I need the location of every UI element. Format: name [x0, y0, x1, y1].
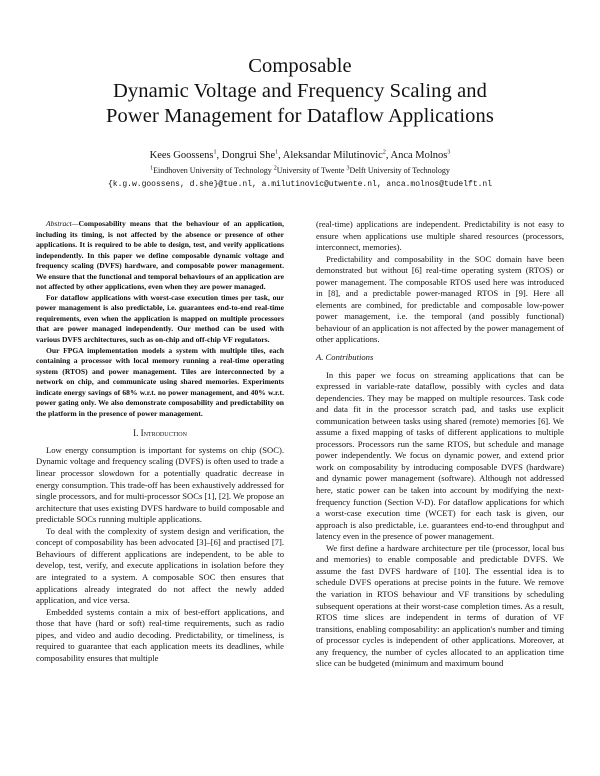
author-name: Kees Goossens [149, 150, 214, 161]
body-paragraph: In this paper we focus on streaming applications that can be expressed in variable-rate dataflow, possibly with cycles and data dependencies. They may be mapped on multiple resources. Task code and data fit in the processor scratch pad, and tasks use explicit communication between tasks using shared (remote) memories [6]. We assume a fixed mapping of tasks of different applications to multiple processors. Processors run the same RTOS, but schedule and manage power independently. We focus on dynamic power, and extend prior work on composability by introducing composable DVFS (hardware) and dynamic power management (software). Although not addressed here, static power can be taken into account by modifying the next-frequency function (Section V-D). For dataflow applications for which a worst-case execution time (WCET) for each task is given, our approach is also predictable, i.e. guarantees end-to-end throughput and latency even in the presence of power management. [316, 369, 564, 542]
author-affil-mark: 1 [213, 149, 217, 156]
right-column [316, 219, 564, 670]
abstract [36, 219, 284, 419]
author-list: Kees Goossens$^1$, Dongrui She$^1$, Aleksandar Milutinovic$^2$, Anca Molnos$^3$ [149, 149, 451, 161]
title-line-2: Dynamic Voltage and Frequency Scaling and [113, 80, 487, 102]
author-name: Dongrui She [221, 150, 276, 161]
author-emails: {k.g.w.goossens, d.she}@tue.nl, a.milutinovic@utwente.nl, anca.molnos@tudelft.nl [107, 180, 493, 189]
body-paragraph: Predictability and composability in the SOC domain have been demonstrated but without [6] real-time operating system (RTOS) or power management. The composable RTOS used here was introduced in [8], and a predictable power-managed RTOS in [9]. Here all elements are combined, for predictable and composable low-power power management, i.e. the temporal (and possibly functional) behaviour of an application is not affected by the power management of other applications. [316, 253, 564, 345]
affiliation: University of Twente [276, 166, 345, 175]
author-name: Anca Molnos [390, 150, 448, 161]
body-paragraph: (real-time) applications are independent. Predictability is not easy to ensure when applications use multiple shared resources (processors, interconnect, memories). [316, 219, 564, 253]
author-affil-mark: 1 [275, 149, 279, 156]
title-line-1: Composable [248, 55, 352, 77]
paper-title [40, 54, 560, 129]
abstract-paragraph: Our FPGA implementation models a system with multiple tiles, each containing a processor with local memory running a real-time operating system (RTOS) and power management. Tiles are interconnected by a network on chip, and communicate using shared memories. Experiments indicate energy savings of 68% w.r.t. no power management, and 40% w.r.t. power gating only. We also demonstrate composability and predictability on the platform in the presence of power management. [36, 345, 284, 418]
affiliations [40, 166, 560, 175]
abstract-paragraph: For dataflow applications with worst-case execution times per task, our power management is also predictable, i.e. guarantees end-to-end real-time requirements, even when the application is mapped on multiple processors that are power managed independently. Our method can be used with various DVFS architectures, such as on-chip and off-chip VF regulators. [36, 292, 284, 345]
body-paragraph: Low energy consumption is important for systems on chip (SOC). Dynamic voltage and frequency scaling (DVFS) is often used to trade a linear processor slowdown for a potentially quadratic decrease in energy consumption. This trade-off has been exhaustively addressed for single processors, and for multi-processor SOCs [1], [2]. We propose an architecture that uses existing DVFS hardware to build composable and predictable SOCs running multiple applications. [36, 444, 284, 525]
affiliation: Delft University of Technology [349, 166, 450, 175]
body-paragraph: Embedded systems contain a mix of best-effort applications, and those that have (hard or soft) real-time requirements, such as radio pipes, and video and audio decoding. Predictability, or timeliness, is required to guarantee that each application meets its deadlines, while composability ensures that multiple [36, 606, 284, 663]
affiliation: Eindhoven University of Technology [153, 166, 272, 175]
affil-mark: 3 [346, 165, 350, 172]
title-line-3: Power Management for Dataflow Applications [106, 105, 494, 127]
body-paragraph: We first define a hardware architecture per tile (processor, local bus and memories) to enable composable and predictable DVFS. We assume the fast DVFS hardware of [10]. The essential idea is to schedule DVFS operations at precise points in the future. We remove the variation in RTOS behaviour and VF transitions by scheduling subsequent operations at their worst-case completion times. As a result, RTOS time slices are independent in terms of duration of VF transitions, enabling composability: an application's number and timing of processor cycles is independent of other applications. Moreover, at any frequency, the number of cycles allocated to an application time slice can be budgeted (minimum and maximum bound [316, 542, 564, 669]
author-name: Aleksandar Milutinovic [282, 150, 383, 161]
author-affil-mark: 3 [447, 149, 451, 156]
left-column [36, 219, 284, 664]
subsection-heading-contributions: A. Contributions [316, 352, 374, 363]
body-paragraph: To deal with the complexity of system design and verification, the concept of composability has been advocated [3]–[6] and practised [7]. Behaviours of different applications are independent, to be able to develop, test, verify, and execute applications in isolation before they are integrated to a system. A composable SOC then ensures that applications already integrated do not affect the newly added application, and vice versa. [36, 525, 284, 606]
section-heading-introduction: I. Introduction [133, 428, 187, 439]
affil-mark: 2 [273, 165, 277, 172]
affil-mark: 1 [150, 165, 154, 172]
abstract-paragraph: Composability means that the behaviour of an application, including its timing, is not affected by the absence or presence of other applications. It is required to be able to design, test, and verify applications independently. In this paper we define composable dynamic voltage and frequency scaling (DVFS) hardware, and composable power management. We ensure that the functional and temporal behaviours of an application are not affected by other applications, even when they are power managed. [36, 219, 284, 292]
author-affil-mark: 2 [382, 149, 386, 156]
abstract-lead: Abstract— [46, 219, 79, 228]
